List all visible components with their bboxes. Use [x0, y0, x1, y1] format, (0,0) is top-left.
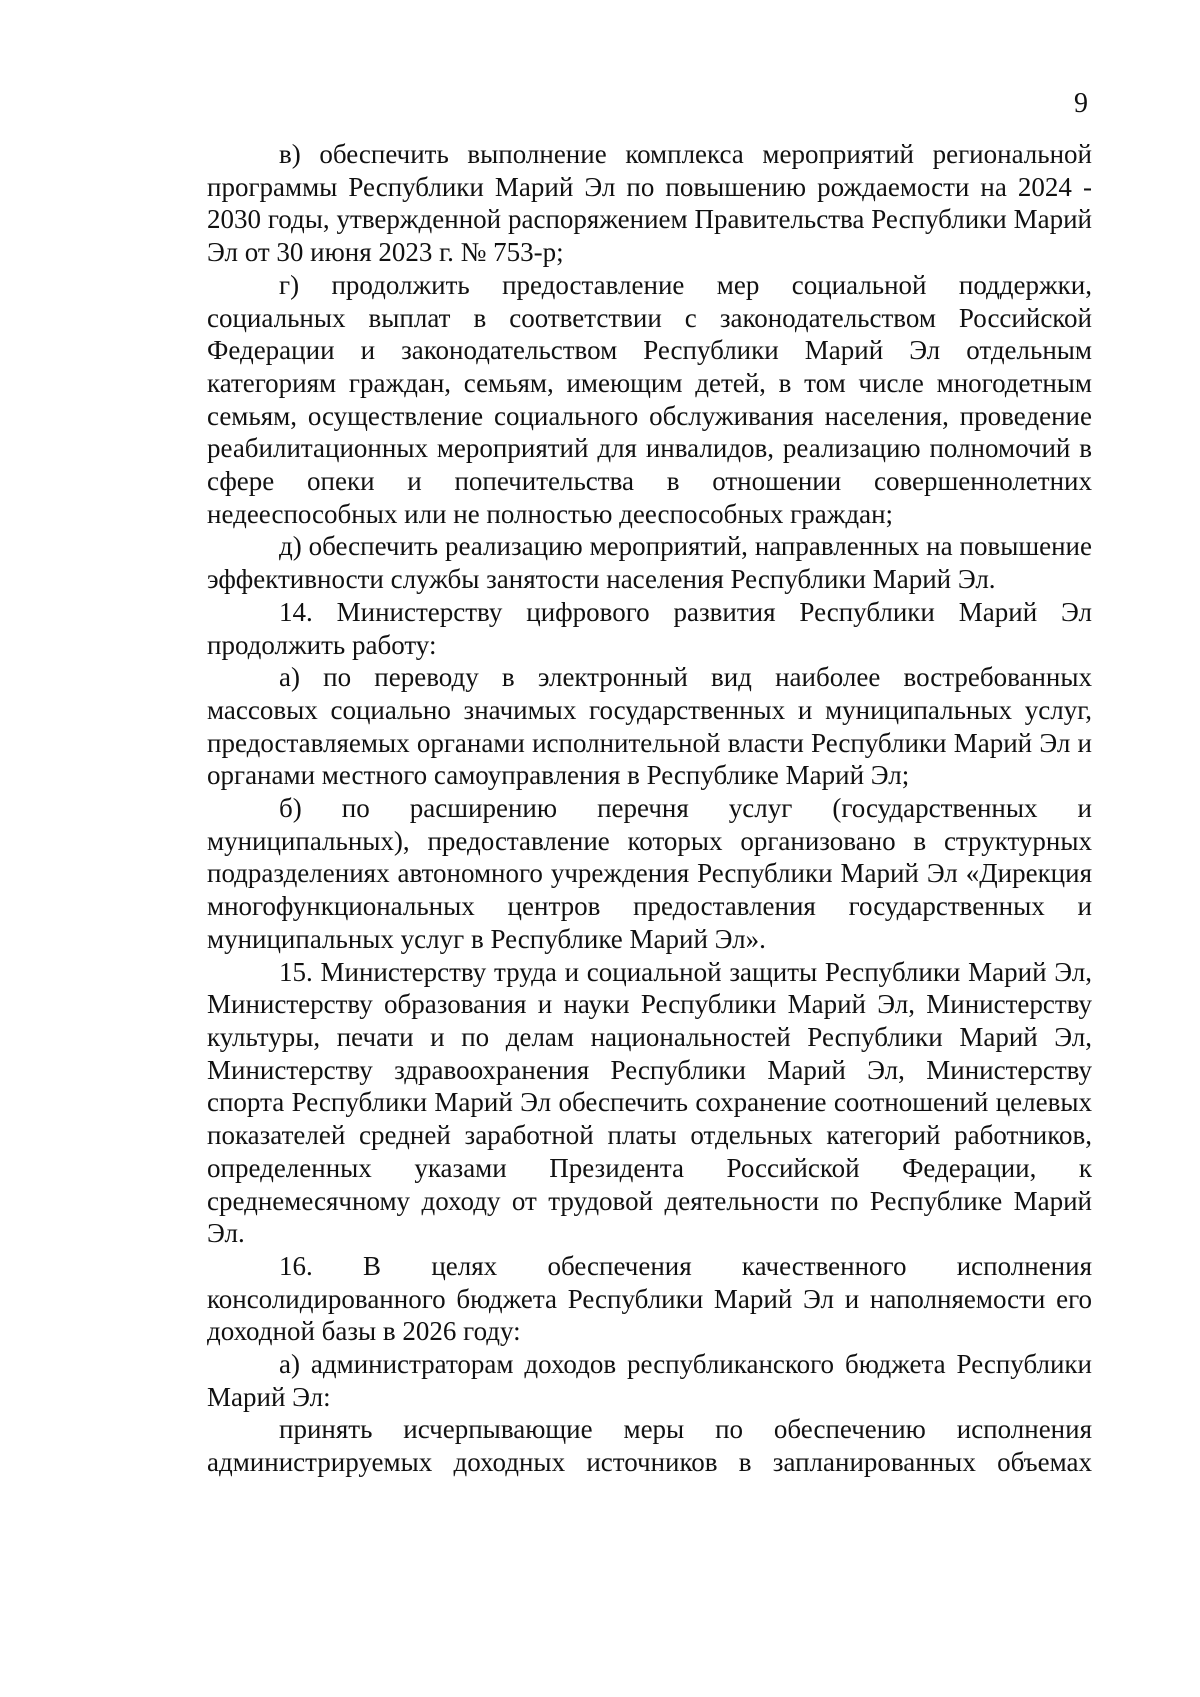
paragraph-v: в) обеспечить выполнение комплекса мероприятий региональной программы Республики Марий Эл по повышению рождаемости на 2024 - 2030 годы, утвержденной распоряжением Правительства Республики Марий Эл от 30 июня 2023 г. № 753-р; [207, 139, 1092, 268]
paragraph-14-a: а) по переводу в электронный вид наиболее востребованных массовых социально значимых государственных и муниципальных услуг, предоставляемых органами исполнительной власти Республики Марий Эл и органами местного самоуправления в Республике Марий Эл; [207, 662, 1092, 791]
paragraph-15: 15. Министерству труда и социальной защиты Республики Марий Эл, Министерству образования и науки Республики Марий Эл, Министерству культуры, печати и по делам национальностей Республики Марий Эл, Министерству здравоохранения Республики Марий Эл, Министерству спорта Республики Марий Эл обеспечить сохранение соотношений целевых показателей средней заработной платы отдельных категорий работников, определенных указами Президента Российской Федерации, к среднемесячному доходу от трудовой деятельности по Республике Марий Эл. [207, 956, 1092, 1249]
paragraph-g: г) продолжить предоставление мер социальной поддержки, социальных выплат в соответствии с законодательством Российской Федерации и законодательством Республики Марий Эл отдельным категориям граждан, семьям, имеющим детей, в том числе многодетным семьям, осуществление социального обслуживания населения, проведение реабилитационных мероприятий для инвалидов, реализацию полномочий в сфере опеки и попечительства в отношении совершеннолетних недееспособных или не полностью дееспособных граждан; [207, 269, 1092, 529]
paragraph-16-a-text: принять исчерпывающие меры по обеспечению исполнения администрируемых доходных источников в запланированных объемах [207, 1414, 1092, 1478]
document-body [207, 138, 1092, 1479]
paragraph-d: д) обеспечить реализацию мероприятий, направленных на повышение эффективности службы занятости населения Республики Марий Эл. [207, 531, 1092, 595]
paragraph-16-a: а) администраторам доходов республиканского бюджета Республики Марий Эл: [207, 1349, 1092, 1412]
paragraph-14: 14. Министерству цифрового развития Республики Марий Эл продолжить работу: [207, 596, 1092, 660]
paragraph-14-b: б) по расширению перечня услуг (государственных и муниципальных), предоставление которых организовано в структурных подразделениях автономного учреждения Республики Марий Эл «Дирекция многофункциональных центров предоставления государственных и муниципальных услуг в Республике Марий Эл». [207, 793, 1092, 954]
page-number: 9 [1074, 88, 1088, 119]
paragraph-16: 16. В целях обеспечения качественного исполнения консолидированного бюджета Республики Марий Эл и наполняемости его доходной базы в 2026 году: [207, 1250, 1092, 1347]
